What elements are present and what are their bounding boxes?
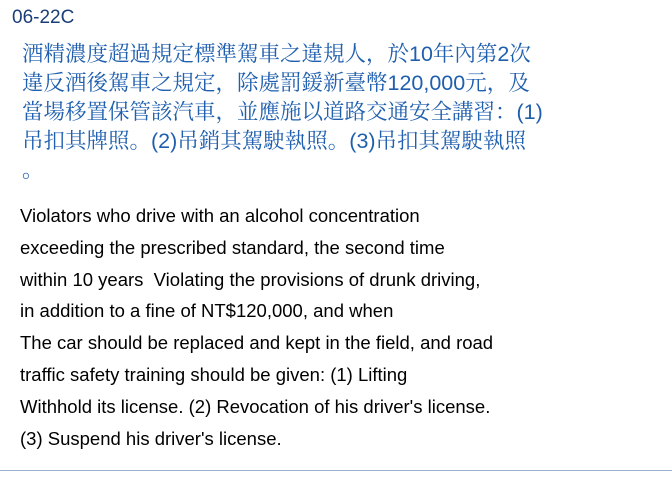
english-line: in addition to a fine of NT$120,000, and when: [20, 300, 394, 322]
chinese-line: 。: [22, 158, 44, 183]
english-line: Violators who drive with an alcohol concentration: [20, 205, 420, 226]
chinese-line: 吊扣其牌照。(2)吊銷其駕駛執照。(3)吊扣其駕駛執照: [22, 129, 527, 154]
slide-id-label: 06-22C: [12, 7, 75, 28]
english-line: Withhold its license. (2) Revocation of his driver's license.: [20, 395, 491, 417]
english-line: The car should be replaced and kept in the field, and road: [20, 332, 494, 354]
chinese-line: 違反酒後駕車之規定，除處罰鍰新臺幣120,000元，及: [22, 71, 530, 96]
english-line: traffic safety training should be given: (1) Lifting: [20, 364, 408, 386]
chinese-line: 當場移置保管該汽車，並應施以道路交通安全講習：(1): [22, 100, 543, 125]
english-line: within 10 years Violating the provisions of drunk driving,: [20, 268, 481, 290]
chinese-line: 酒精濃度超過規定標準駕車之違規人，於10年內第2次: [22, 42, 531, 66]
chinese-paragraph: [22, 40, 662, 185]
footer-divider: [0, 470, 672, 471]
english-paragraph: [20, 200, 665, 455]
english-line: exceeding the prescribed standard, the second time: [20, 236, 445, 258]
english-line: (3) Suspend his driver's license.: [20, 427, 282, 449]
